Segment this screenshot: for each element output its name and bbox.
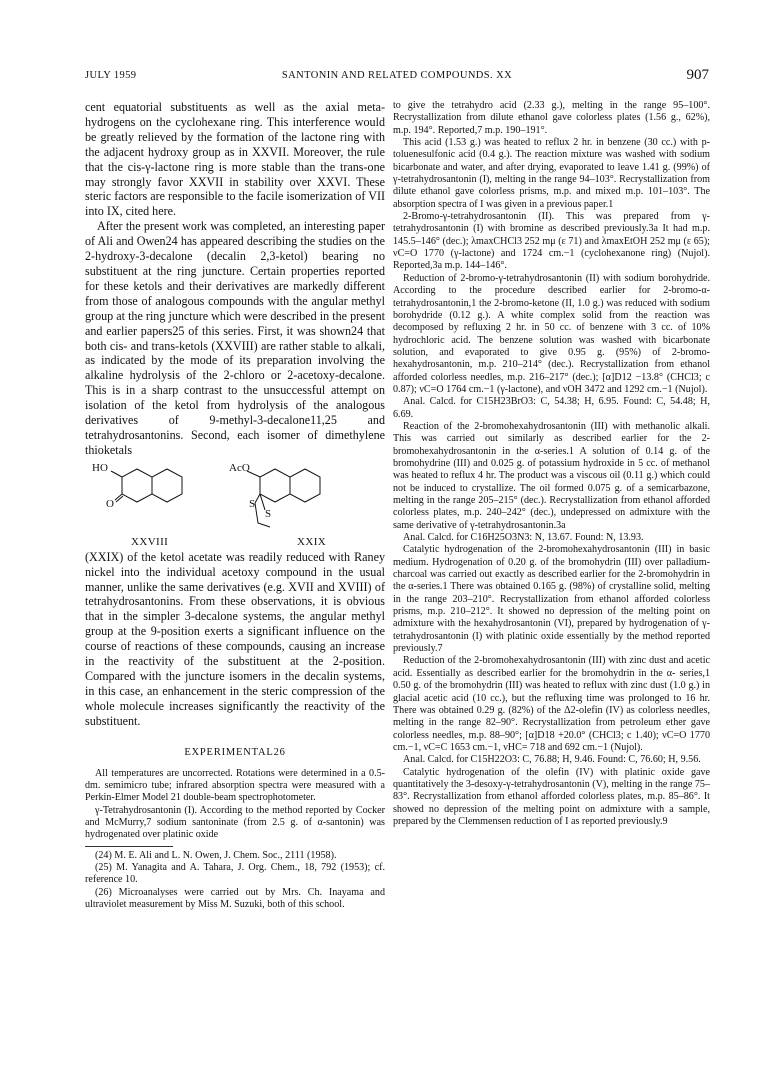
discussion-paragraph-3: (XXIX) of the ketol acetate was readily reduced with Raney nickel into the individual acetoxy compound in the usual manner, unlike the same derivatives (e.g. XVII and XVIII) of tetrahydrosantonins. From these observations, it is obvious that in the simpler 3-decalone systems, the angular methyl group at the 9-position exerts a significant influence on the course of reactions of these compounds, causing an increase in the reactivity of the substituent at the 2-position. Compared with the juncture isomers in the decalin systems, in this case, an enhancement in the steric compression of the whole molecule increases significantly the reactivity of the substituent. xyxy=(85,549,385,728)
experimental-heading: EXPERIMENTAL26 xyxy=(184,746,286,758)
right-column xyxy=(393,100,710,828)
analysis-paragraph: Anal. Calcd. for C15H23BrO3: C, 54.38; H, 6.95. Found: C, 54.48; H, 6.69. xyxy=(393,396,710,420)
footnote-25: (25) M. Yanagita and A. Tahara, J. Org. Chem., 18, 792 (1953); cf. reference 10. xyxy=(85,862,385,886)
issue-date: JULY 1959 xyxy=(85,70,137,81)
experimental-paragraph: 2-Bromo-γ-tetrahydrosantonin (II). This was prepared from γ-tetrahydrosantonin (I) with bromine as described previously.3a It had m.p. 145.5–146° (dec.); λmaxCHCl3 252 mμ (ε 71) and λmaxEtOH 252 mμ (ε 65); νC=O 1770 (γ-lactone) and 1724 cm.−1 (cyclohexanone ring) (Nujol). Reported,3a m.p. 144–146°. xyxy=(393,211,710,272)
footnote-26: (26) Microanalyses were carried out by Mrs. Ch. Inayama and ultraviolet measurement by Miss M. Suzuki, both of this school. xyxy=(85,886,385,911)
discussion-paragraph-1: cent equatorial substituents as well as the axial meta-hydrogens on the cyclohexane ring. This interference would be greatly relieved by the formation of the lactone ring with the adjacent hydroxy group as in XXVII. Moreover, the rule that the cis-γ-lactone ring is more stable than the trans-one may strongly favor XXVII in stability over XXVI. These steric factors are responsible to the facile isomerization of VII into IX, cited here. xyxy=(85,100,385,219)
footnote-rule xyxy=(85,846,173,847)
page-number: 907 xyxy=(686,67,709,83)
discussion-paragraph-2: After the present work was completed, an interesting paper of Ali and Owen24 has appeared describing the studies on the 2-hydroxy-3-decalone (decalin 2,3-ketol) bearing no substituent at the ring juncture. Certain properties reported for these ketols and their derivatives are markedly different from those of analogous compounds with the angular methyl group at the ring juncture which were described in the present and earlier papers25 of this series. First, it was shown24 that both cis- and trans-ketols (XXVIII) are rather stable to alkali, as indicated by the mode of its preparation involving the alkaline hydrolysis of the 2-chloro or 2-acetoxy-decalone. This is in a sharp contrast to the unsuccessful attempt on isolation of the ketol from hydrolysis of the analogous derivatives of 9-methyl-3-decalone11,25 and tetrahydrosantonins. Second, each isomer of dimethylene thioketals xyxy=(85,219,385,457)
analysis-paragraph: Anal. Calcd. for C15H22O3: C, 76.88; H, 9.46. Found: C, 76.60; H, 9.56. xyxy=(403,754,701,766)
footnote-24: (24) M. E. Ali and L. N. Owen, J. Chem. Soc., 2111 (1958). xyxy=(95,849,337,861)
acetoxy-label: AcO xyxy=(229,461,250,474)
analysis-paragraph: Anal. Calcd. for C16H25O3N3: N, 13.67. Found: N, 13.93. xyxy=(403,532,644,544)
sulfur-label-1: S xyxy=(249,497,256,510)
experimental-general: All temperatures are uncorrected. Rotations were determined in a 0.5-dm. semimicro tube; infrared absorption spectra were measured with a Perkin-Elmer Model 21 double-beam spectrophotometer. xyxy=(85,767,385,804)
running-header xyxy=(85,67,709,84)
structures-figure xyxy=(85,458,385,550)
experimental-tetrahydrosantonin: γ-Tetrahydrosantonin (I). According to the method reported by Cocker and McMurry,7 sodium santoninate (from 2.5 g. of α-santonin) was hydrogenated over platinic oxide xyxy=(85,804,385,841)
hydroxy-label: HO xyxy=(92,461,108,474)
experimental-paragraph: Catalytic hydrogenation of the olefin (IV) with platinic oxide gave quantitatively the 3-desoxy-γ-tetrahydrosantonin (V), melting in the range 75–83°. Recrystallization from ethanol afforded colorless plates, m.p. 85–86°. It showed no depression of the melting point on admixture with a sample, prepared by the Clemmensen reduction of I as reported previously.9 xyxy=(393,766,711,827)
sulfur-label-2: S xyxy=(265,507,272,520)
experimental-paragraph: Reaction of the 2-bromohexahydrosantonin (III) with methanolic alkali. This was carried out similarly as described earlier for the 2-bromohexahydrosantonin in the α-series.1 A solution of 0.14 g. of the bromohydrine (III) and 0.025 g. of potassium hydroxide in 5 cc. of methanol was heated to reflux 4 hr. The product was a viscous oil (0.11 g.) which could not be induced to crystallize. The oil formed 0.075 g. of a semicarbazone, melting in the range 205–215° (dec.). Recrystallization from ethanol afforded colorless plates, m.p. 240–242° (dec.), undepressed on admixture with the same derivative of γ-tetrahydrosantonin.3a xyxy=(393,420,710,531)
compound-label-xxix: XXIX xyxy=(297,535,327,548)
experimental-paragraph: Reduction of 2-bromo-γ-tetrahydrosantonin (II) with sodium borohydride. According to the procedure described earlier for 2-bromo-α-tetrahydrosantonin,1 the 2-bromo-ketone (II, 1.0 g.) was reduced with sodium borohydride (0.12 g.). A white complex solid from the reaction was decomposed by refluxing 2 hr. in 50 cc. of benzene with 3 cc. of 10% hydrochloric acid. The benzene solution was washed with bicarbonate solution, and evaporated to give 0.95 g. (95%) of 2-bromo-hexahydrosantonin, m.p. 210–214° (dec.). Recrystallization from ethanol afforded colorless needles, m.p. 216–217° (dec.); [α]D12 −13.8° (CHCl3; c 0.87); νC=O 1764 cm.−1 (γ-lactone), and νOH 3472 and 1292 cm.−1 (Nujol). xyxy=(393,272,710,395)
left-column xyxy=(85,100,385,911)
experimental-paragraph: to give the tetrahydro acid (2.33 g.), melting in the range 95–100°. Recrystallization from dilute ethanol gave colorless plates (1.56 g., 62%), m.p. 194°. Reported,7 m.p. 190–191°. xyxy=(393,100,710,136)
experimental-paragraph: This acid (1.53 g.) was heated to reflux 2 hr. in benzene (30 cc.) with p-toluenesulfonic acid (0.4 g.). The reaction mixture was washed with sodium bicarbonate and water, and after drying, evaporated to leave 1.41 g. (99%) of γ-tetrahydrosantonin (I), melting in the range 94–103°. Recrystallization from dilute ethanol gave colorless prisms, m.p. and mixed m.p. 101–103°. The absorption spectra of I was given in a previous paper.1 xyxy=(393,137,710,210)
carbonyl-label: O xyxy=(106,497,114,510)
experimental-paragraph: Reduction of the 2-bromohexahydrosantonin (III) with zinc dust and acetic acid. Essentially as described earlier for the bromohydrin in the α- series,1 0.50 g. of the bromohydrin (III) was heated to reflux with zinc dust (1.0 g.) in glacial acetic acid (10 cc.), but the refluxing time was prolonged to 16 hr. There was obtained 0.29 g. (82%) of the Δ2-olefin (IV) as colorless needles, melting in the range 82–90°. Recrystallization from petroleum ether gave colorless needles, m.p. 88–90°; [α]D18 +20.0° (CHCl3; c 1.40); νC=O 1770 cm.−1, νC=C 1653 cm.−1, νHC= 718 and 692 cm.−1 (Nujol). xyxy=(393,655,710,753)
compound-label-xxviii: XXVIII xyxy=(131,535,169,548)
experimental-paragraph: Catalytic hydrogenation of the 2-bromohexahydrosantonin (III) in basic medium. Hydrogenation of 0.20 g. of the bromohydrin (III) over palladium-charcoal was carried out exactly as described earlier for the 2-bromohydrin in the α-series.1 There was obtained 0.165 g. (98%) of crystalline solid, melting in the range 203–210°. Recrystallization from ethanol afforded colorless prisms, m.p. 210–212°. It showed no depression of the melting point on admixture with the hexahydrosantonin (VI), prepared by hydrogenation of γ-tetrahydrosantonin (I) with platinic oxide essentially by the method reported previously.7 xyxy=(393,544,710,655)
running-title: SANTONIN AND RELATED COMPOUNDS. XX xyxy=(281,70,513,81)
